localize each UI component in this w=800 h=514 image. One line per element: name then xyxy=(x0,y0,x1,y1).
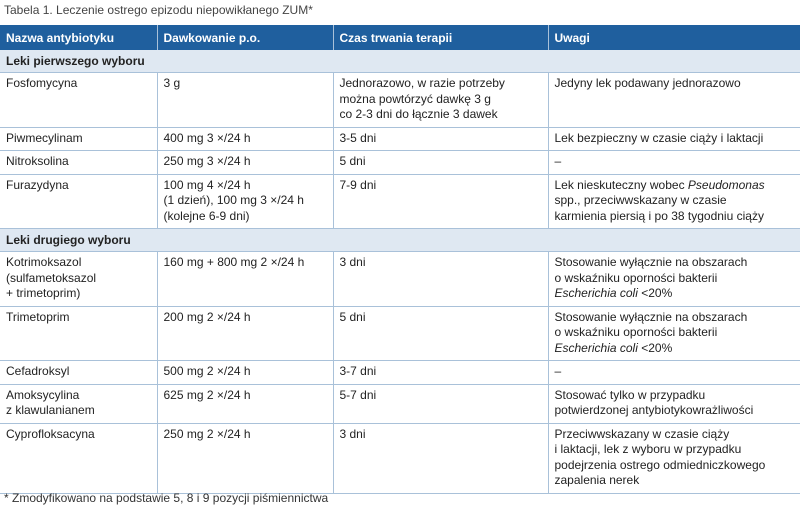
cell-line: Furazydyna xyxy=(6,177,69,192)
cell-line: 7-9 dni xyxy=(339,177,377,192)
cell-line: Escherichia coli <20% xyxy=(554,286,673,300)
cell-line: 100 mg 4 ×/24 h xyxy=(163,177,251,192)
cell-antibiotic-name xyxy=(0,423,157,493)
section-row xyxy=(0,229,800,252)
column-header-antibiotic-name: Nazwa antybiotyku xyxy=(0,25,157,50)
cell-dosage xyxy=(157,252,333,307)
table-row xyxy=(0,361,800,385)
cell-line: 3-5 dni xyxy=(339,130,377,145)
cell-antibiotic-name xyxy=(0,151,157,175)
cell-line: 625 mg 2 ×/24 h xyxy=(163,387,251,402)
cell-line: z klawulanianem xyxy=(6,403,95,417)
cell-duration xyxy=(333,174,548,229)
cell-dosage xyxy=(157,151,333,175)
cell-line: można powtórzyć dawkę 3 g xyxy=(339,91,491,106)
section-title: Leki pierwszego wyboru xyxy=(0,50,800,73)
cell-dosage xyxy=(157,73,333,128)
cell-line: 3 dni xyxy=(339,255,366,269)
cell-dosage xyxy=(157,384,333,423)
table-header xyxy=(0,25,800,50)
cell-dosage xyxy=(157,127,333,151)
cell-line: 3 g xyxy=(163,76,181,90)
cell-duration xyxy=(333,361,548,385)
cell-line: 5-7 dni xyxy=(339,387,377,402)
cell-notes xyxy=(548,174,800,229)
cell-dosage xyxy=(157,423,333,493)
cell-duration xyxy=(333,384,548,423)
cell-line: 3 dni xyxy=(339,426,366,441)
cell-antibiotic-name xyxy=(0,127,157,151)
cell-line: Stosowanie wyłącznie na obszarach xyxy=(554,255,748,269)
section-row xyxy=(0,50,800,73)
cell-line: 5 dni xyxy=(339,154,366,168)
cell-line: Trimetoprim xyxy=(6,309,70,324)
cell-duration xyxy=(333,306,548,361)
cell-antibiotic-name xyxy=(0,361,157,385)
column-header-duration: Czas trwania terapii xyxy=(333,25,548,50)
cell-line: (kolejne 6-9 dni) xyxy=(163,208,250,223)
cell-line: + trimetoprim) xyxy=(6,286,81,300)
species-name: Escherichia coli xyxy=(554,340,638,355)
cell-line: Escherichia coli <20% xyxy=(554,340,673,355)
table-row xyxy=(0,151,800,175)
cell-line: 160 mg + 800 mg 2 ×/24 h xyxy=(163,255,305,269)
cell-line: o wskaźniku oporności bakterii xyxy=(554,325,718,339)
cell-line: i laktacji, lek z wyboru w przypadku xyxy=(554,442,742,456)
cell-line: Lek nieskuteczny wobec Pseudomonas xyxy=(554,177,765,192)
cell-duration xyxy=(333,73,548,128)
cell-line: podejrzenia ostrego odmiedniczkowego xyxy=(554,457,766,472)
cell-line: Piwmecylinam xyxy=(6,130,83,145)
table-row xyxy=(0,174,800,229)
cell-dosage xyxy=(157,174,333,229)
cell-notes xyxy=(548,306,800,361)
cell-duration xyxy=(333,127,548,151)
table-row xyxy=(0,306,800,361)
cell-line: potwierdzonej antybiotykowrażliwości xyxy=(554,403,754,417)
cell-line: Lek bezpieczny w czasie ciąży i laktacji xyxy=(554,130,764,145)
cell-antibiotic-name xyxy=(0,384,157,423)
cell-line: Stosować tylko w przypadku xyxy=(554,387,706,402)
table-body xyxy=(0,50,800,493)
table-row xyxy=(0,127,800,151)
cell-line: zapalenia nerek xyxy=(554,473,640,487)
cell-notes xyxy=(548,151,800,175)
cell-line: (sulfametoksazol xyxy=(6,270,97,285)
cell-antibiotic-name xyxy=(0,252,157,307)
section-title: Leki drugiego wyboru xyxy=(0,229,800,252)
cell-notes xyxy=(548,384,800,423)
cell-line: co 2-3 dni do łącznie 3 dawek xyxy=(339,107,498,121)
table-row xyxy=(0,384,800,423)
cell-line: 400 mg 3 ×/24 h xyxy=(163,130,251,145)
footnote: * Zmodyfikowano na podstawie 5, 8 i 9 pozycji piśmiennictwa xyxy=(4,491,329,505)
treatment-table xyxy=(0,25,800,494)
cell-line: (1 dzień), 100 mg 3 ×/24 h xyxy=(163,193,304,207)
species-name: Pseudomonas xyxy=(687,177,765,192)
cell-line: Jedyny lek podawany jednorazowo xyxy=(554,76,741,90)
cell-line: – xyxy=(554,154,562,168)
species-name: Escherichia coli xyxy=(554,286,638,300)
cell-line: – xyxy=(554,364,562,378)
cell-line: 3-7 dni xyxy=(339,364,377,378)
column-header-notes: Uwagi xyxy=(548,25,800,50)
table-row xyxy=(0,423,800,493)
cell-line: spp., przeciwwskazany w czasie xyxy=(554,193,727,207)
table-row xyxy=(0,73,800,128)
cell-line: Fosfomycyna xyxy=(6,76,78,90)
table-row xyxy=(0,252,800,307)
header-row xyxy=(0,25,800,50)
table-caption: Tabela 1. Leczenie ostrego epizodu niepowikłanego ZUM* xyxy=(4,3,313,17)
cell-line: 250 mg 2 ×/24 h xyxy=(163,426,251,441)
cell-line: 250 mg 3 ×/24 h xyxy=(163,154,251,168)
cell-notes xyxy=(548,127,800,151)
cell-line: o wskaźniku oporności bakterii xyxy=(554,270,718,285)
cell-duration xyxy=(333,252,548,307)
cell-notes xyxy=(548,361,800,385)
cell-notes xyxy=(548,423,800,493)
cell-line: Stosowanie wyłącznie na obszarach xyxy=(554,309,748,324)
column-header-dosage: Dawkowanie p.o. xyxy=(157,25,333,50)
cell-line: 500 mg 2 ×/24 h xyxy=(163,364,251,378)
cell-antibiotic-name xyxy=(0,73,157,128)
cell-antibiotic-name xyxy=(0,306,157,361)
cell-line: 200 mg 2 ×/24 h xyxy=(163,309,251,324)
cell-notes xyxy=(548,73,800,128)
cell-line: Amoksycylina xyxy=(6,387,80,402)
cell-dosage xyxy=(157,306,333,361)
cell-line: Cyprofloksacyna xyxy=(6,426,95,441)
cell-antibiotic-name xyxy=(0,174,157,229)
cell-dosage xyxy=(157,361,333,385)
cell-line: Kotrimoksazol xyxy=(6,255,82,269)
cell-line: Jednorazowo, w razie potrzeby xyxy=(339,76,505,90)
cell-line: Przeciwwskazany w czasie ciąży xyxy=(554,426,730,441)
cell-line: 5 dni xyxy=(339,309,366,324)
cell-notes xyxy=(548,252,800,307)
cell-duration xyxy=(333,151,548,175)
cell-duration xyxy=(333,423,548,493)
cell-line: Nitroksolina xyxy=(6,154,69,168)
cell-line: Cefadroksyl xyxy=(6,364,70,378)
cell-line: karmienia piersią i po 38 tygodniu ciąży xyxy=(554,208,764,223)
